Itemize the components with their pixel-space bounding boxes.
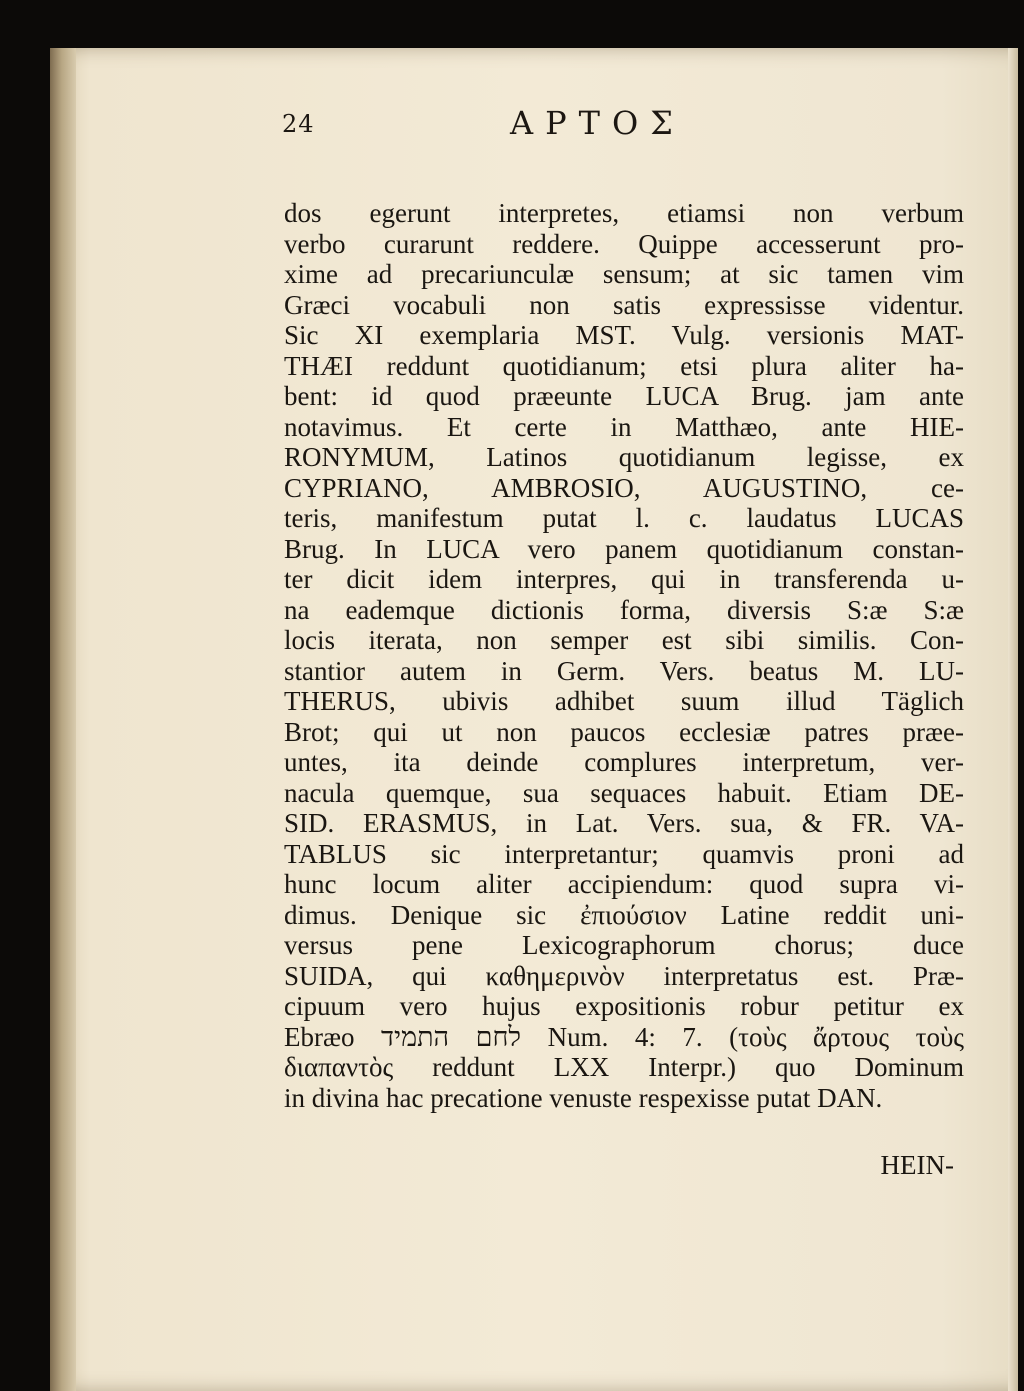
- text-line: verbo curarunt reddere. Quippe accesserunt pro-: [284, 228, 964, 259]
- text-line: teris, manifestum putat l. c. laudatus LUCAS: [284, 503, 964, 533]
- text-line: bent: id quod præeunte LUCA Brug. jam ante: [284, 381, 964, 411]
- book-gutter: [50, 48, 76, 1391]
- text-line: cipuum vero hujus expositionis robur petitur ex: [284, 991, 964, 1021]
- text-line: untes, ita deinde complures interpretum, ver-: [284, 747, 964, 777]
- text-line: SUIDA, qui καθημερινὸν interpretatus est. Præ-: [284, 960, 964, 991]
- text-line: versus pene Lexicographorum chorus; duce: [284, 930, 964, 960]
- text-line: Ebræo לחם התמיד Num. 4: 7. (τοὺς ἄρτους τοὺς: [284, 1021, 964, 1052]
- body-text: [284, 198, 964, 1113]
- text-line: notavimus. Et certe in Matthæo, ante HIE-: [284, 411, 964, 442]
- catchword: HEIN-: [880, 1150, 954, 1180]
- text-line: RONYMUM, Latinos quotidianum legisse, ex: [284, 442, 964, 472]
- text-line: THERUS, ubivis adhibet suum illud Täglich: [284, 686, 964, 716]
- text-line: na eademque dictionis forma, diversis S:æ S:æ: [284, 594, 964, 625]
- text-line: ter dicit idem interpres, qui in transferenda u-: [284, 564, 964, 594]
- text-line: THÆI reddunt quotidianum; etsi plura aliter ha-: [284, 350, 964, 381]
- text-line: dimus. Denique sic ἐπιούσιον Latine reddit uni-: [284, 899, 964, 930]
- text-line: stantior autem in Germ. Vers. beatus M. LU-: [284, 655, 964, 686]
- text-line: Sic XI exemplaria MST. Vulg. versionis MAT-: [284, 320, 964, 350]
- text-line: SID. ERASMUS, in Lat. Vers. sua, & FR. VA-: [284, 808, 964, 838]
- text-line: locis iterata, non semper est sibi similis. Con-: [284, 625, 964, 655]
- text-line: TABLUS sic interpretantur; quamvis proni ad: [284, 838, 964, 869]
- text-line: CYPRIANO, AMBROSIO, AUGUSTINO, ce-: [284, 472, 964, 503]
- text-line: nacula quemque, sua sequaces habuit. Etiam DE-: [284, 777, 964, 808]
- text-line: Brot; qui ut non paucos ecclesiæ patres præe-: [284, 716, 964, 747]
- text-line: Græci vocabuli non satis expressisse videntur.: [284, 289, 964, 320]
- text-line: dos egerunt interpretes, etiamsi non verbum: [284, 198, 964, 228]
- text-line: xime ad precariunculæ sensum; at sic tamen vim: [284, 259, 964, 289]
- text-line: Brug. In LUCA vero panem quotidianum constan-: [284, 533, 964, 564]
- text-line: in divina hac precatione venuste respexisse putat DAN.: [284, 1082, 883, 1113]
- text-line: hunc locum aliter accipiendum: quod supra vi-: [284, 869, 964, 899]
- page-number: 24: [282, 110, 315, 138]
- text-line: διαπαντὸς reddunt LXX Interpr.) quo Dominum: [284, 1052, 964, 1082]
- running-head: ΑΡΤΟΣ: [510, 104, 685, 142]
- page-edge: [1008, 48, 1018, 1391]
